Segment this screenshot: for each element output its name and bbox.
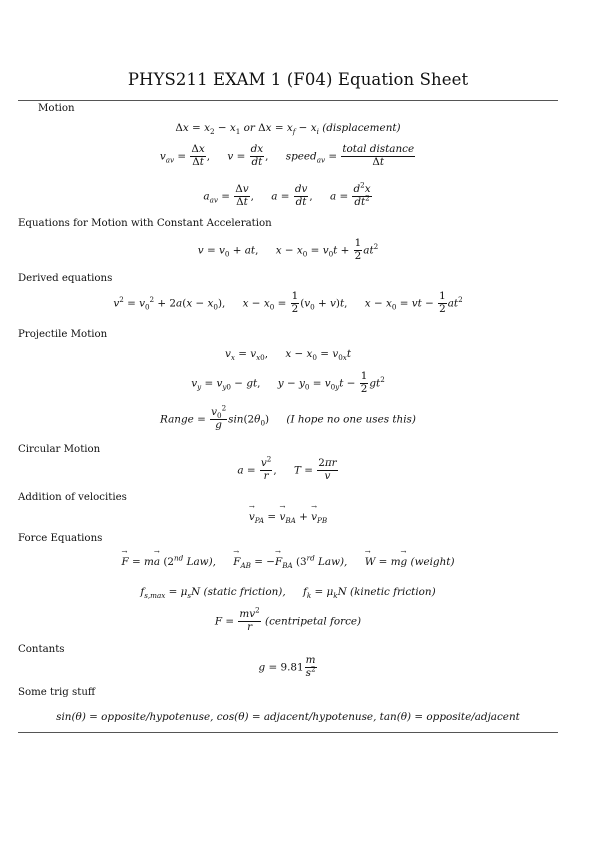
section-circular: Circular Motion — [18, 444, 101, 455]
section-projectile: Projectile Motion — [18, 329, 108, 340]
third-law-label: Law), — [318, 556, 348, 568]
hope-note: (I hope no one uses this) — [286, 413, 416, 426]
equation-gravity: g = 9.81 $\frac{m}{s^2}$ — [258, 654, 316, 679]
section-constants: Contants — [18, 644, 65, 655]
equation-derived: $v^2 = v_0^2 + 2a(x - x_0)$, $x - x_0$ = $\frac{1}{2}$ $(v_0 + v)t$, $x - x_0$ = vt − $\frac{1}{2}$ $at^2$ — [113, 290, 463, 315]
or-text: or — [243, 122, 255, 134]
equation-trig: sin(θ) = opposite/hypotenuse, cos(θ) = adjacent/hypotenuse, tan(θ) = opposite/adjacent — [56, 711, 520, 723]
total-distance-label: total distance — [342, 143, 415, 155]
g-value: 9.81 — [280, 661, 304, 674]
static-friction-label: (static friction), — [203, 586, 286, 598]
section-velocities: Addition of velocities — [18, 492, 127, 503]
equation-centripetal: F = $\frac{mv^2}{r}$ (centripetal force) — [214, 605, 362, 633]
equation-newton-laws: → F = m→ a (2nd Law), → $F_{AB}$ = −→ $F_{BA}$ (3rd Law), → W = m→ g (weight) — [18, 556, 558, 568]
page-title: PHYS211 EXAM 1 (F04) Equation Sheet — [127, 70, 469, 89]
equation-kinematics: $v = v_0$ + at, $x - x_0 = v_0t$ + $\frac{1}{2}$ $at^2$ — [197, 237, 379, 262]
kinetic-friction-label: (kinetic friction) — [350, 586, 436, 598]
section-force: Force Equations — [18, 533, 103, 544]
equation-projectile-x: $v_x = v_{x0}$, $x - x_0 = v_{0x}t$ — [224, 348, 352, 363]
displacement-label: (displacement) — [322, 122, 401, 134]
centripetal-label: (centripetal force) — [265, 615, 362, 628]
equation-relative-velocity: → $v_{PA}$ = → $v_{BA}$ + → $v_{PB}$ — [18, 511, 558, 523]
section-constant-acceleration: Equations for Motion with Constant Acceleration — [18, 218, 272, 229]
second-law-label: Law), — [186, 556, 216, 568]
equation-projectile-y: $v_y = v_{y0}$ − gt, $y - y_0 = v_{0y}t$ − $\frac{1}{2}$ $gt^2$ — [191, 370, 385, 395]
section-derived: Derived equations — [18, 273, 113, 284]
equation-velocity: $v_{av}$ = $\frac{\Delta x}{\Delta t}$ , v = $\frac{dx}{dt}$ , speed$_{av}$ = $\frac{\text{total distance}}{\Delta t}$ — [159, 143, 415, 168]
weight-label: (weight) — [410, 556, 455, 568]
speed-label: speed — [285, 150, 317, 163]
equation-range: Range = $\frac{v_0^2}{g}$ $\sin(2\theta_0)$ (I hope no one uses this) — [160, 403, 416, 431]
equation-displacement: $\Delta x = x_2 - x_1$ or $\Delta x = x_f - x_i$ (displacement) — [175, 122, 401, 137]
section-motion: Motion — [38, 103, 75, 114]
bottom-divider — [18, 732, 558, 733]
top-divider — [18, 100, 558, 101]
range-label: Range — [160, 413, 194, 426]
equation-friction: $f_{s,max} = \mu_sN$ (static friction), $f_k = \mu_kN$ (kinetic friction) — [140, 586, 436, 601]
equation-acceleration: $a_{av}$ = $\frac{\Delta v}{\Delta t}$ , a = $\frac{dv}{dt}$ , a = $\frac{d^2x}{dt^2}$ — [203, 180, 371, 208]
equation-circular: a = $\frac{v^2}{r}$ , T = $\frac{2\pi r}{v}$ — [237, 454, 337, 482]
section-trig: Some trig stuff — [18, 687, 96, 698]
speed-sub: av — [316, 155, 326, 165]
